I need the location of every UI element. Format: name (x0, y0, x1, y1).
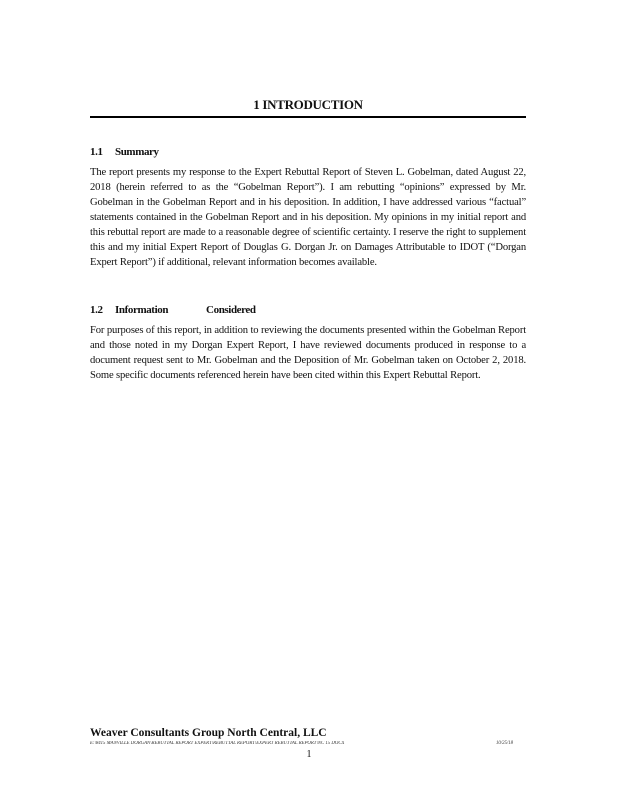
section-title: Summary (115, 146, 159, 158)
chapter-divider (90, 116, 526, 118)
section-title-part-2: Considered (206, 304, 256, 316)
footer-file-path: E:\8415 MANVILLE DORGAN\REBUTTAL REPORT EXPERT\REBUTTAL REPORT\EXPERT REBUTTAL REPORT\NC 15 DOCX (90, 741, 345, 746)
information-considered-paragraph: For purposes of this report, in addition to reviewing the documents presented within the Gobelman Report and those noted in my Dorgan Expert Report, I have reviewed documents produced in response to a document request sent to Mr. Gobelman and the Deposition of Mr. Gobelman taken on October 2, 2018. Some specific documents referenced herein have been cited within this Expert Rebuttal Report. (90, 325, 526, 381)
chapter-title: 1 INTRODUCTION (253, 97, 363, 112)
page-number: 1 (306, 749, 312, 760)
footer-date: 10/25/18 (496, 741, 514, 746)
section-title-part-1: Information (115, 304, 169, 316)
summary-paragraph: The report presents my response to the Expert Rebuttal Report of Steven L. Gobelman, dated August 22, 2018 (herein referred to as the “Gobelman Report”). I am rebutting “opinions” expressed by Mr. Gobelman in the Gobelman Report and in his deposition. In addition, I have addressed various “factual” statements contained in the Gobelman Report and in his deposition. My opinions in my initial report and this rebuttal report are made to a reasonable degree of scientific certainty. I reserve the right to supplement this and my initial Expert Report of Douglas G. Dorgan Jr. on Damages Attributable to IDOT (“Dorgan Expert Report”) if additional, relevant information becomes available. (90, 167, 526, 268)
section-heading-summary (90, 146, 159, 158)
section-heading-information-considered (90, 304, 256, 316)
footer-company-name: Weaver Consultants Group North Central, LLC (90, 727, 327, 739)
section-number: 1.2 (90, 304, 103, 316)
section-number: 1.1 (90, 146, 103, 158)
